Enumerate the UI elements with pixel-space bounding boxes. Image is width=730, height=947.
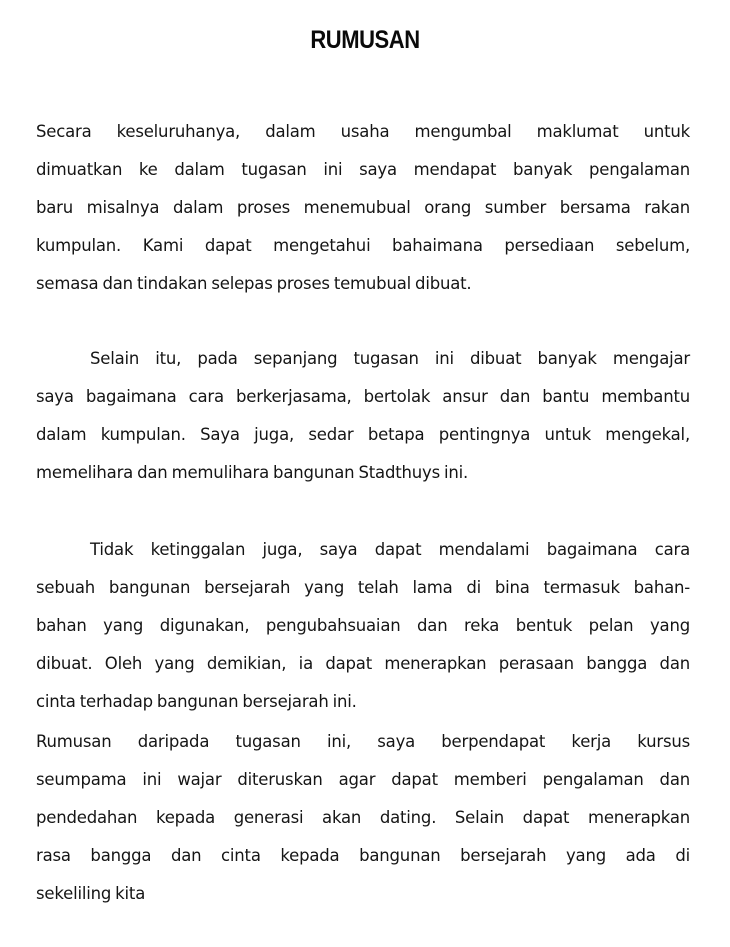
paragraph-3 (36, 531, 690, 721)
text-line: rasa bangga dan cinta kepada bangunan bersejarah yang ada di (36, 846, 690, 865)
text-line: sekeliling kita (36, 884, 146, 903)
text-line: saya bagaimana cara berkerjasama, bertolak ansur dan bantu membantu (36, 387, 690, 406)
text-line: kumpulan. Kami dapat mengetahui bahaimana persediaan sebelum, (36, 236, 690, 255)
text-line: memelihara dan memulihara bangunan Stadthuys ini. (36, 463, 469, 482)
text-line: dalam kumpulan. Saya juga, sedar betapa pentingnya untuk mengekal, (36, 425, 690, 444)
paragraph-4 (36, 723, 690, 913)
text-line: bahan yang digunakan, pengubahsuaian dan reka bentuk pelan yang (36, 616, 690, 635)
text-line: Selain itu, pada sepanjang tugasan ini dibuat banyak mengajar (90, 349, 690, 368)
paragraph-1 (36, 113, 690, 303)
text-line: dibuat. Oleh yang demikian, ia dapat menerapkan perasaan bangga dan (36, 654, 690, 673)
text-line: baru misalnya dalam proses menemubual orang sumber bersama rakan (36, 198, 690, 217)
text-line: Rumusan daripada tugasan ini, saya berpendapat kerja kursus (36, 732, 690, 751)
text-line: dimuatkan ke dalam tugasan ini saya mendapat banyak pengalaman (36, 160, 690, 179)
paragraph-2 (36, 340, 690, 492)
text-line: semasa dan tindakan selepas proses temubual dibuat. (36, 274, 472, 293)
text-line: seumpama ini wajar diteruskan agar dapat memberi pengalaman dan (36, 770, 690, 789)
text-line: cinta terhadap bangunan bersejarah ini. (36, 692, 357, 711)
text-line: Tidak ketinggalan juga, saya dapat mendalami bagaimana cara (90, 540, 690, 559)
text-line: pendedahan kepada generasi akan dating. Selain dapat menerapkan (36, 808, 690, 827)
page-title: RUMUSAN (310, 26, 420, 54)
text-line: Secara keseluruhanya, dalam usaha mengumbal maklumat untuk (36, 122, 690, 141)
text-line: sebuah bangunan bersejarah yang telah lama di bina termasuk bahan- (36, 578, 690, 597)
